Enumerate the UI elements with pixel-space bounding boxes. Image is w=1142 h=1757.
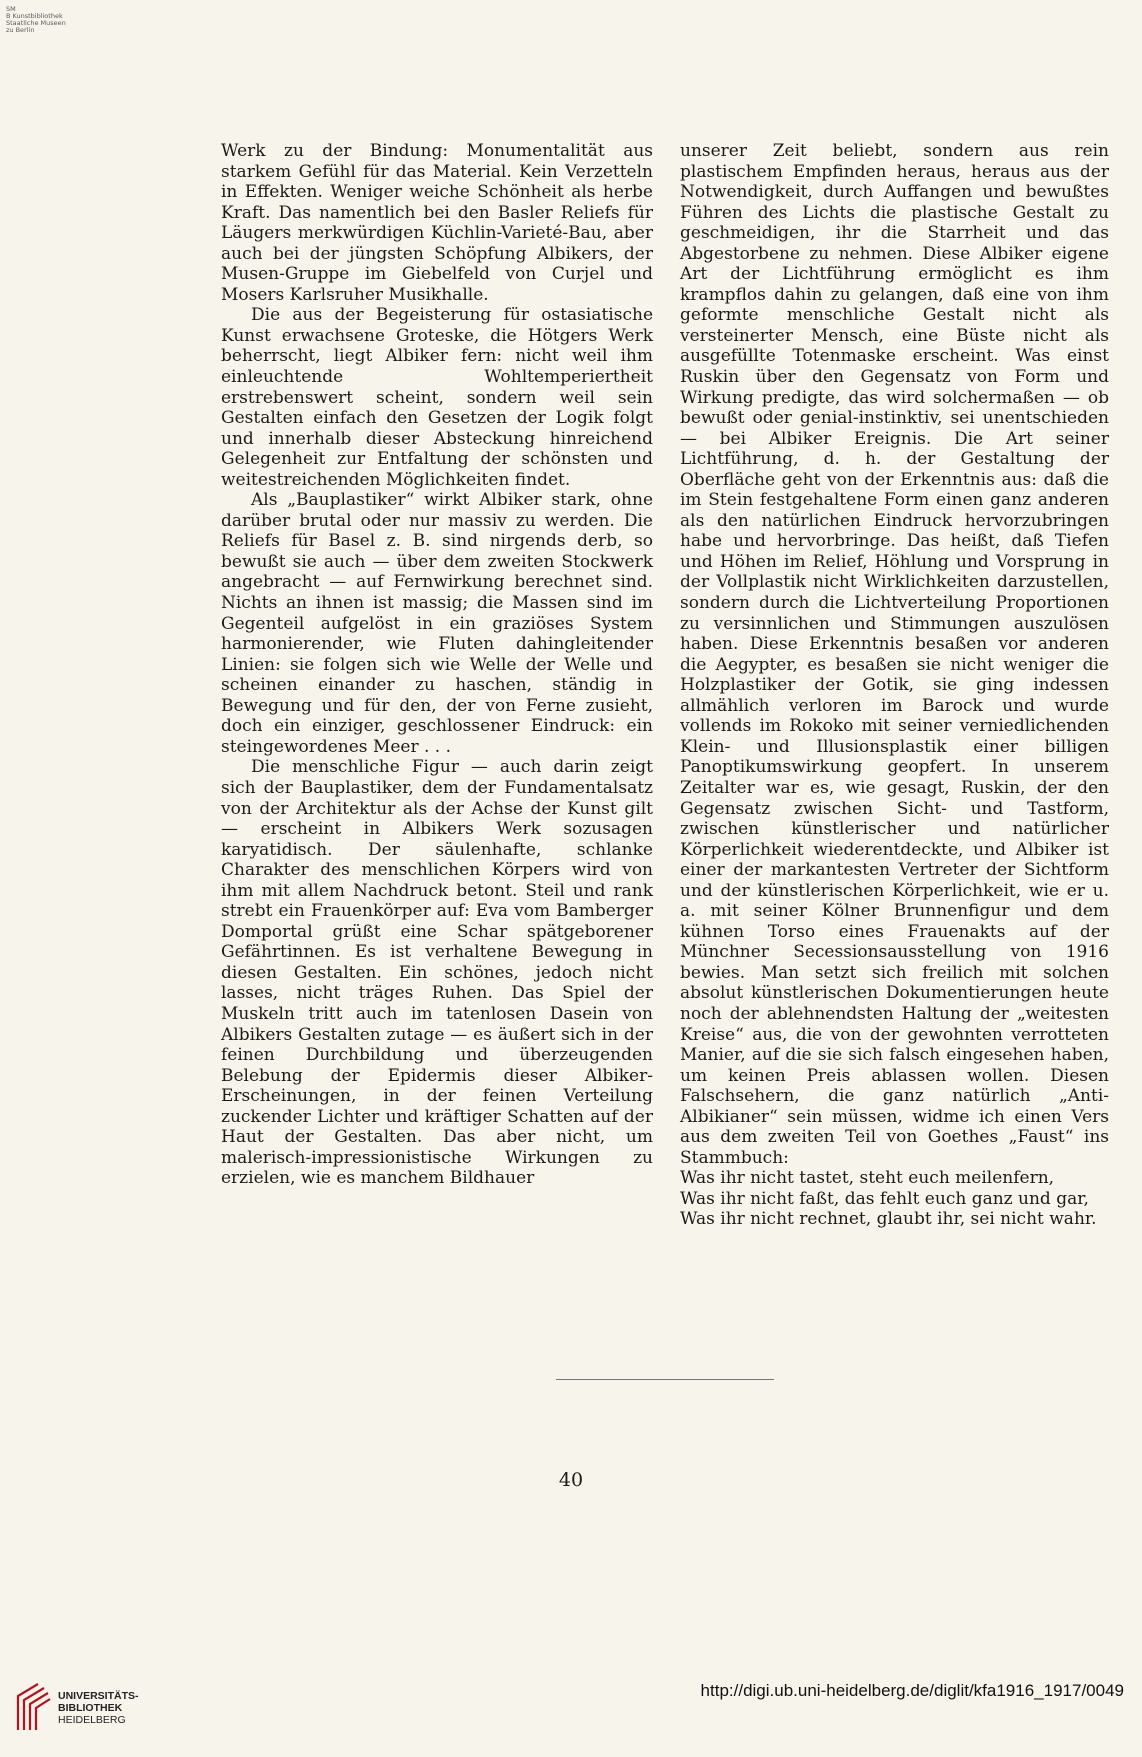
page-number: 40 bbox=[558, 1469, 584, 1491]
verse-line: Was ihr nicht rechnet, glaubt ihr, sei nicht wahr. bbox=[680, 1209, 1097, 1230]
stamp-line: zu Berlin bbox=[6, 26, 35, 34]
verse-line: Was ihr nicht faßt, das fehlt euch ganz und gar, bbox=[680, 1188, 1089, 1209]
source-url-link[interactable]: http://digi.ub.uni-heidelberg.de/diglit/kfa1916_1917/0049 bbox=[700, 1681, 1124, 1700]
verse-line: Was ihr nicht tastet, steht euch meilenfern, bbox=[680, 1168, 1055, 1189]
university-library-logo-icon bbox=[12, 1680, 52, 1736]
paragraph: Die menschliche Figur — auch darin zeigt sich der Bauplastiker, dem der Fundamentalsatz von der Architektur als der Achse der Kunst gilt — erscheint in Albikers Werk sozusagen karyatidisch. Der säulenhafte, schlanke Charakter des menschlichen Körpers wird von ihm mit allem Nachdruck betont. Steil und rank strebt ein Frauenkörper auf: Eva vom Bamberger Domportal grüßt eine Schar spätgeborener Gefährtinnen. Es ist verhaltene Bewegung in diesen Gestalten. Ein schönes, jedoch nicht lasses, nicht träges Ruhen. Das Spiel der Muskeln tritt auch im tatenlosen Dasein von Albikers Gestalten zutage — es äußert sich in der feinen Durchbildung und überzeugenden Belebung der Epidermis dieser Albiker-Erscheinungen, in der feinen Verteilung zuckender Lichter und kräftiger Schatten auf der Haut der Gestalten. Das aber nicht, um malerisch-impressionistische Wirkungen zu erzielen, wie es manchem Bildhauer bbox=[221, 757, 653, 1189]
logo-text-line: BIBLIOTHEK bbox=[58, 1702, 123, 1714]
library-logo[interactable] bbox=[12, 1680, 139, 1736]
paragraph: Als „Bauplastiker“ wirkt Albiker stark, ohne darüber brutal oder nur massiv zu werden. Die Reliefs für Basel z. B. sind nirgends derb, so bewußt sie auch — über dem zweiten Stockwerk angebracht — auf Fernwirkung berechnet sind. Nichts an ihnen ist massig; die Massen sind im Gegenteil aufgelöst in ein graziöses System harmonierender, wie Fluten dahingleitender Linien: sie folgen sich wie Welle der Welle und scheinen einander zu haschen, ständig in Bewegung und für den, der von Ferne zusieht, doch ein einziger, geschlossener Eindruck: ein steingewordenes Meer . . . bbox=[221, 490, 653, 757]
paragraph: Die aus der Begeisterung für ostasiatische Kunst erwachsene Groteske, die Hötgers Werk beherrscht, liegt Albiker fern: nicht weil ihm einleuchtende Wohltemperiertheit erstrebenswert scheint, sondern weil sein Gestalten einfach den Gesetzen der Logik folgt und innerhalb dieser Absteckung hinreichend Gelegenheit zur Entfaltung der schönsten und weitestreichenden Möglichkeiten findet. bbox=[221, 305, 653, 490]
logo-text-line: HEIDELBERG bbox=[58, 1714, 126, 1726]
stamp-line: B Kunstbibliothek bbox=[6, 12, 63, 20]
library-stamp bbox=[6, 6, 66, 34]
stamp-line: Staatliche Museen bbox=[6, 19, 66, 27]
left-text-column bbox=[221, 141, 653, 1189]
paragraph: unserer Zeit beliebt, sondern aus rein plastischem Empfinden heraus, heraus aus der Notwendigkeit, durch Auffangen und bewußtes Führen des Lichts die plastische Gestalt zu geschmeidigen, ihr die Starrheit und das Abgestorbene zu nehmen. Diese Albiker eigene Art der Lichtführung ermöglicht es ihm krampflos dahin zu gelangen, daß eine von ihm geformte menschliche Gestalt nicht als versteinerter Mensch, eine Büste nicht als ausgefüllte Totenmaske erscheint. Was einst Ruskin über den Gegensatz von Form und Wirkung predigte, das wird solchermaßen — ob bewußt oder genial-instinktiv, sei unentschieden — bei Albiker Ereignis. Die Art seiner Lichtführung, d. h. der Gestaltung der Oberfläche geht von der Erkenntnis aus: daß die im Stein festgehaltene Form einen ganz anderen als den natürlichen Eindruck hervorzubringen habe und hervorbringe. Das heißt, daß Tiefen und Höhen im Relief, Höhlung und Vorsprung in der Vollplastik nicht Wirklichkeiten darzustellen, sondern durch die Lichtverteilung Proportionen zu versinnlichen und Stimmungen auszulösen haben. Diese Erkenntnis besaßen vor anderen die Aegypter, es besaßen sie nicht weniger die Holzplastiker der Gotik, sie ging indessen allmählich verloren im Barock und wurde vollends im Rokoko mit seiner verniedlichenden Klein- und Illusionsplastik einer billigen Panoptikumswirkung geopfert. In unserem Zeitalter war es, wie gesagt, Ruskin, der den Gegensatz zwischen Sicht- und Tastform, zwischen künstlerischer und natürlicher Körperlichkeit wiederentdeckte, und Albiker ist einer der markantesten Vertreter der Sichtform und der künstlerischen Körperlichkeit, wie er u. a. mit seiner Kölner Brunnenfigur und dem kühnen Torso eines Frauenakts auf der Münchner Secessionsausstellung von 1916 bewies. Man setzt sich freilich mit solchen absolut künstlerischen Dokumentierungen heute noch der ablehnendsten Haltung der „weitesten Kreise“ aus, die von der gewohnten verrotteten Manier, auf die sie sich falsch eingesehen haben, um keinen Preis ablassen wollen. Diesen Falschsehern, die ganz natürlich „Anti-Albikianer“ sein müssen, widme ich einen Vers aus dem zweiten Teil von Goethes „Faust“ ins Stammbuch: bbox=[680, 141, 1109, 1168]
right-text-column bbox=[680, 141, 1109, 1230]
section-divider bbox=[556, 1379, 774, 1380]
logo-text-line: UNIVERSITÄTS- bbox=[58, 1690, 139, 1702]
paragraph: Werk zu der Bindung: Monumentalität aus starkem Gefühl für das Material. Kein Verzetteln in Effekten. Weniger weiche Schönheit als herbe Kraft. Das namentlich bei den Basler Reliefs für Läugers merkwürdigen Küchlin-Varieté-Bau, aber auch bei der jüngsten Schöpfung Albikers, der Musen-Gruppe im Giebelfeld von Curjel und Mosers Karlsruher Musikhalle. bbox=[221, 141, 653, 305]
stamp-line: SM bbox=[6, 5, 16, 13]
